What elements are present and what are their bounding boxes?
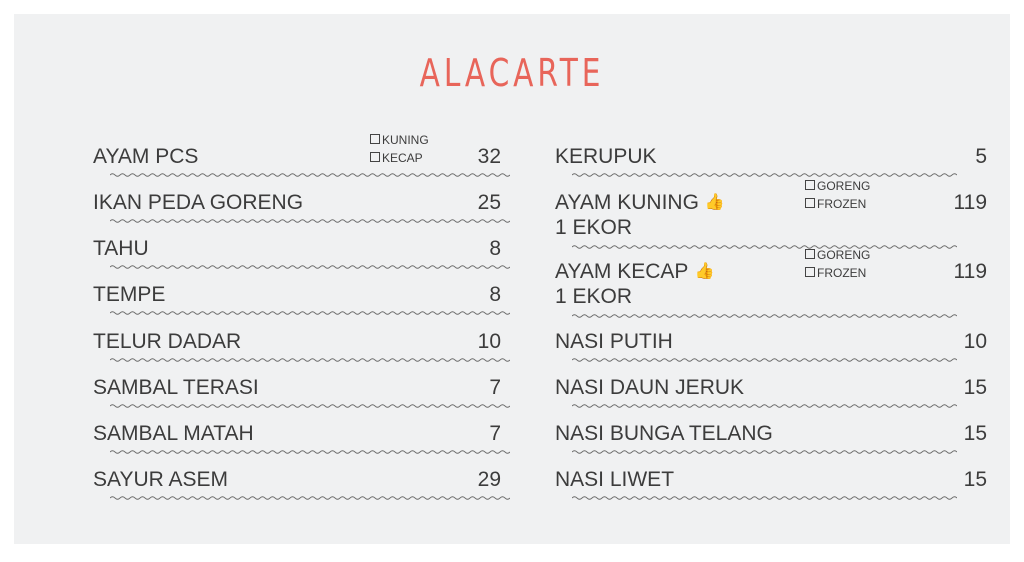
wavy-divider: [110, 263, 510, 271]
item-name: [93, 236, 149, 261]
item-name: [93, 467, 228, 492]
item-name: [555, 190, 725, 240]
item-price: 119: [953, 260, 987, 283]
wavy-divider: [572, 402, 957, 410]
menu-item: [93, 190, 501, 236]
item-name-text: NASI DAUN JERUK: [555, 376, 745, 399]
item-name: [555, 259, 714, 309]
option-label: FROZEN: [817, 266, 867, 280]
option-row[interactable]: [370, 149, 429, 167]
item-price: 10: [963, 330, 987, 353]
menu-item: [555, 467, 987, 513]
menu-item: [93, 421, 501, 467]
wavy-divider: [572, 312, 957, 320]
menu-item: [93, 282, 501, 328]
item-name: [93, 329, 241, 354]
wavy-divider: [572, 243, 957, 251]
wavy-divider: [110, 402, 510, 410]
item-name-text: TEMPE: [93, 283, 166, 306]
item-price: 25: [477, 191, 501, 214]
wavy-divider: [572, 356, 957, 364]
option-label: GORENG: [817, 248, 871, 262]
item-price: 7: [489, 422, 501, 445]
checkbox-icon[interactable]: [805, 198, 815, 208]
menu-item: [93, 329, 501, 375]
thumbs-up-icon: 👍: [694, 263, 715, 280]
item-name-text: NASI BUNGA TELANG: [555, 422, 773, 445]
option-row[interactable]: [805, 264, 870, 282]
checkbox-icon[interactable]: [805, 267, 815, 277]
menu-item: [93, 467, 501, 513]
item-name-text: SAMBAL TERASI: [93, 376, 259, 399]
menu-title: ALACARTE: [419, 51, 605, 95]
item-price: 8: [489, 237, 501, 260]
option-label: GORENG: [817, 179, 871, 193]
item-price: 29: [477, 468, 501, 491]
item-name-text: NASI PUTIH: [555, 330, 673, 353]
item-name-text: AYAM KECAP: [555, 260, 689, 283]
menu-item: [93, 375, 501, 421]
menu-panel: [14, 14, 1010, 544]
item-price: 5: [975, 145, 987, 168]
option-label: KECAP: [382, 151, 423, 165]
checkbox-icon[interactable]: [805, 180, 815, 190]
menu-item: [93, 133, 501, 190]
menu-item: [555, 375, 987, 421]
menu-item: [555, 329, 987, 375]
item-name-text: TELUR DADAR: [93, 330, 242, 353]
item-name-line2: 1 EKOR: [555, 216, 633, 239]
item-name: [93, 421, 254, 446]
item-name: [555, 421, 773, 446]
menu-item: [555, 144, 987, 190]
wavy-divider: [110, 309, 510, 317]
option-row[interactable]: [805, 195, 870, 213]
checkbox-icon[interactable]: [370, 134, 380, 144]
item-name: [555, 329, 673, 354]
item-name-text: NASI LIWET: [555, 468, 675, 491]
item-name-text: SAMBAL MATAH: [93, 422, 254, 445]
item-price: 8: [489, 283, 501, 306]
item-price: 15: [963, 468, 987, 491]
option-row[interactable]: [370, 131, 429, 149]
wavy-divider: [110, 217, 510, 225]
menu-item: [555, 179, 987, 239]
option-row[interactable]: [805, 177, 870, 195]
item-price: 7: [489, 376, 501, 399]
wavy-divider: [110, 448, 510, 456]
wavy-divider: [110, 494, 510, 502]
item-options: [370, 131, 429, 167]
option-label: FROZEN: [817, 197, 867, 211]
item-price: 10: [477, 330, 501, 353]
wavy-divider: [572, 448, 957, 456]
item-options: [805, 177, 870, 213]
item-price: 15: [963, 376, 987, 399]
wavy-divider: [572, 494, 957, 502]
item-name: [93, 144, 198, 169]
menu-item: [555, 421, 987, 467]
item-name: [555, 467, 674, 492]
item-name-text: AYAM KUNING: [555, 191, 699, 214]
item-name-text: TAHU: [93, 237, 149, 260]
item-name: [93, 375, 259, 400]
item-name-text: IKAN PEDA GORENG: [93, 191, 304, 214]
option-row[interactable]: [805, 246, 870, 264]
item-name-text: SAYUR ASEM: [93, 468, 228, 491]
item-name-line2: 1 EKOR: [555, 285, 633, 308]
item-name: [555, 144, 657, 169]
item-price: 15: [963, 422, 987, 445]
checkbox-icon[interactable]: [370, 152, 380, 162]
checkbox-icon[interactable]: [805, 249, 815, 259]
item-options: [805, 246, 870, 282]
thumbs-up-icon: 👍: [704, 194, 725, 211]
item-name: [555, 375, 744, 400]
item-name-text: AYAM PCS: [93, 145, 199, 168]
item-name: [93, 282, 165, 307]
item-price: 119: [953, 191, 987, 214]
menu-item: [93, 236, 501, 282]
wavy-divider: [572, 171, 957, 179]
wavy-divider: [110, 356, 510, 364]
item-name-text: KERUPUK: [555, 145, 657, 168]
menu-item: [555, 248, 987, 308]
wavy-divider: [110, 171, 510, 179]
item-name: [93, 190, 303, 215]
item-price: 32: [477, 145, 501, 168]
option-label: KUNING: [382, 133, 429, 147]
